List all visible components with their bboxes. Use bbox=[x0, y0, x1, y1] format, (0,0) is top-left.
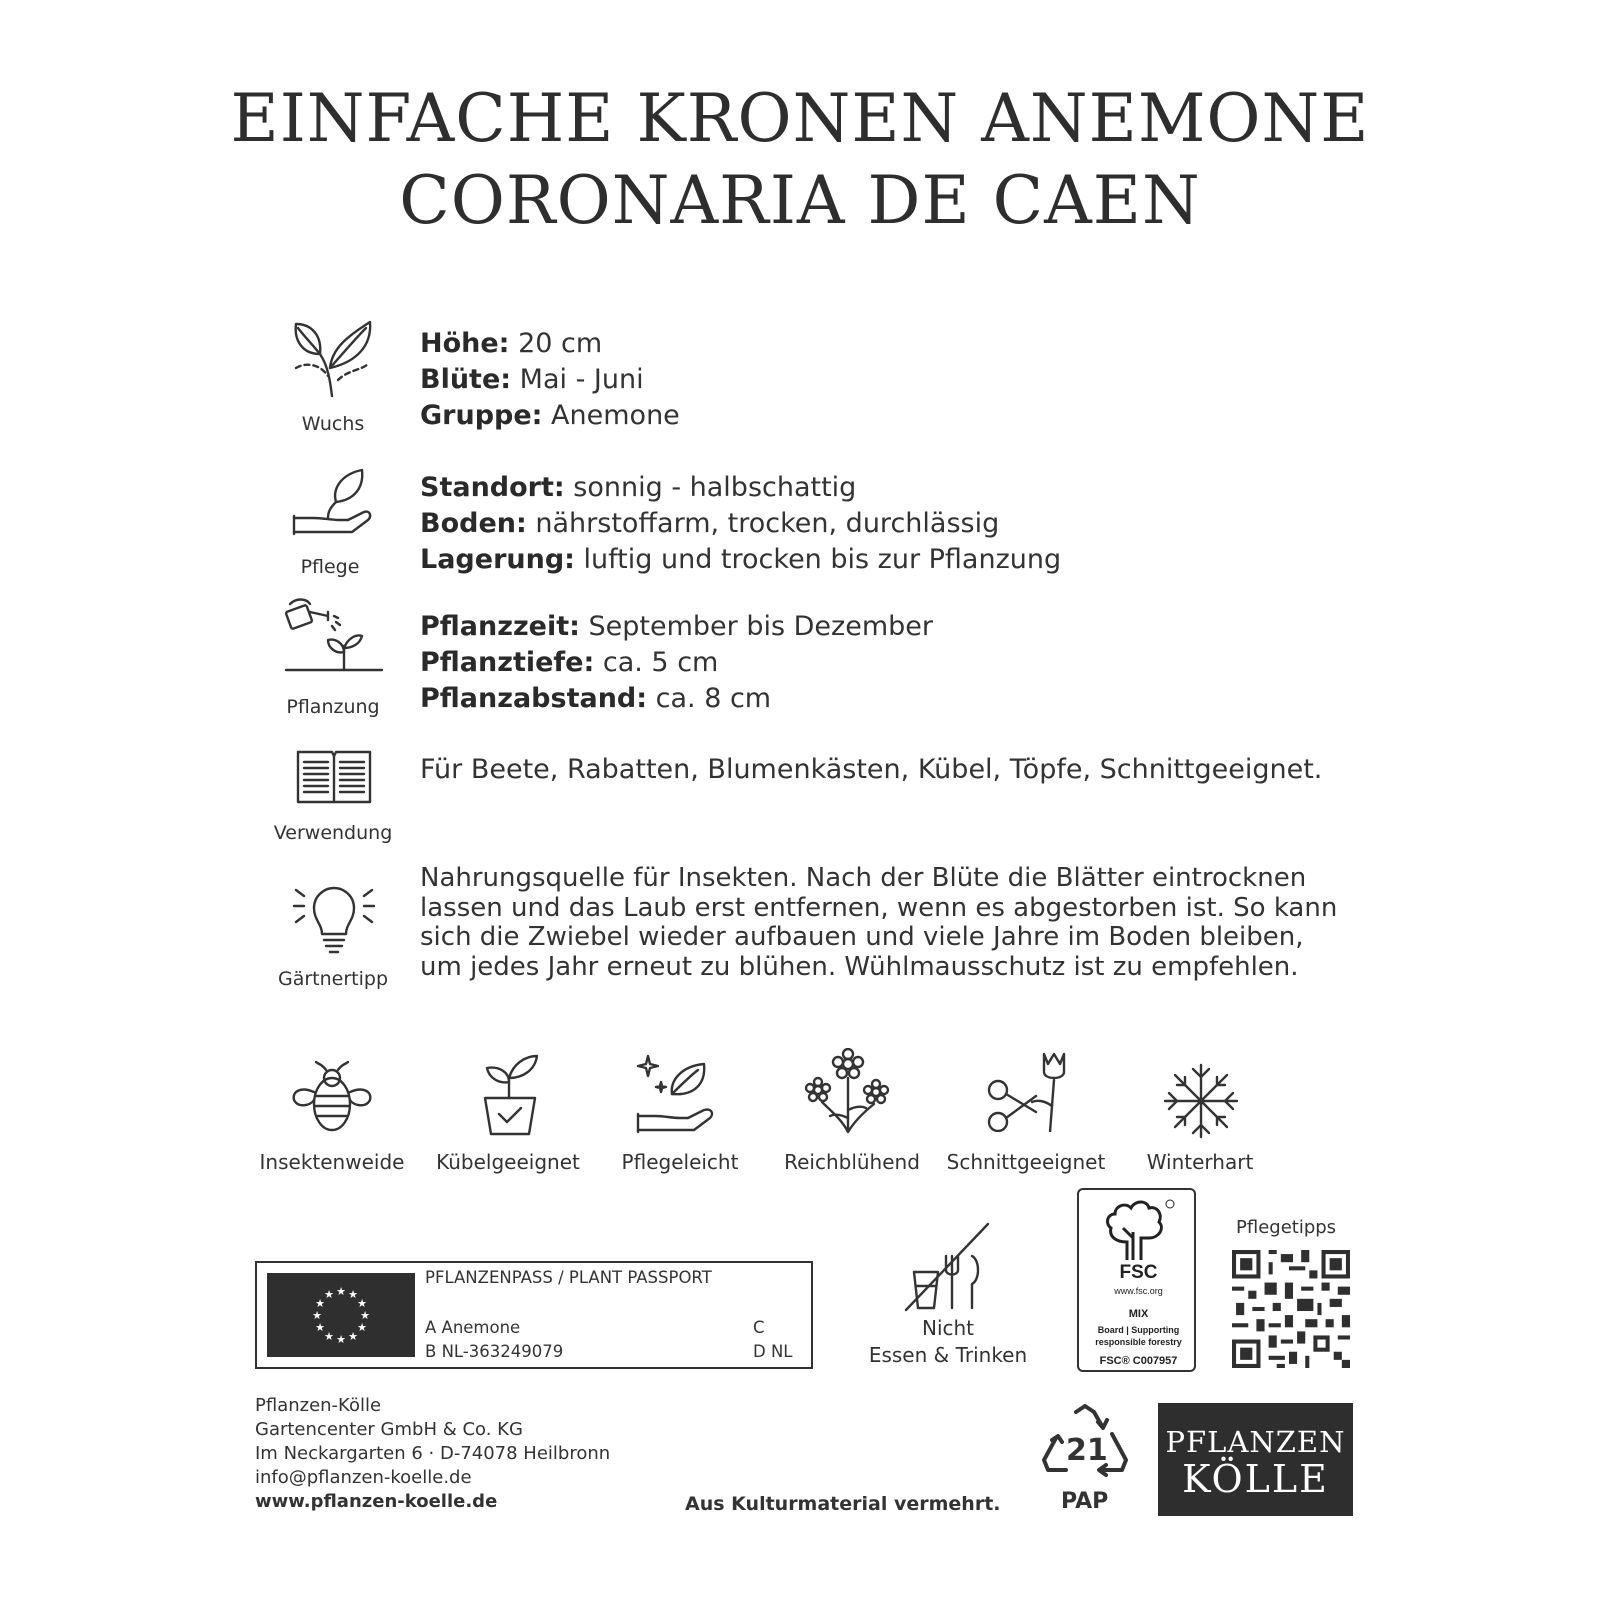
section-label-wuchs: Wuchs bbox=[301, 413, 365, 435]
detail-row bbox=[420, 609, 933, 645]
fsc-code: FSC® C007957 bbox=[1099, 1355, 1178, 1367]
pflanzen-koelle-logo bbox=[1158, 1403, 1353, 1516]
svg-text:★: ★ bbox=[357, 1297, 367, 1310]
product-title-line1: EINFACHE KRONEN ANEMONE bbox=[230, 80, 1370, 157]
svg-text:★: ★ bbox=[360, 1309, 370, 1322]
plant-passport bbox=[255, 1261, 813, 1369]
detail-key: Standort: bbox=[420, 472, 565, 503]
section-label-gaertnertipp: Gärtnertipp bbox=[277, 968, 389, 990]
address-line1: Pflanzen-Kölle bbox=[255, 1395, 382, 1416]
snowflake-icon bbox=[1163, 1063, 1239, 1139]
flowers-icon bbox=[802, 1048, 892, 1134]
detail-key: Pflanzzeit: bbox=[420, 611, 580, 642]
hand-leaf-icon bbox=[292, 468, 372, 538]
recycling-code: PAP bbox=[1061, 1489, 1109, 1514]
detail-value: ca. 8 cm bbox=[647, 683, 772, 714]
feature-label: Schnittgeeignet bbox=[946, 1150, 1106, 1174]
passport-d: D NL bbox=[753, 1342, 793, 1361]
feature-label: Insektenweide bbox=[259, 1150, 405, 1174]
svg-text:★: ★ bbox=[336, 1333, 346, 1346]
qr-label: Pflegetipps bbox=[1236, 1217, 1337, 1238]
bee-icon bbox=[290, 1060, 374, 1134]
fsc-desc2: responsible forestry bbox=[1095, 1337, 1182, 1347]
detail-row bbox=[420, 398, 680, 434]
detail-row bbox=[420, 326, 680, 362]
passport-c: C bbox=[753, 1318, 765, 1337]
recycling-number: 21 bbox=[1066, 1433, 1108, 1468]
detail-value: Anemone bbox=[542, 400, 680, 431]
pflanzung-details bbox=[420, 609, 933, 717]
feature-label: Kübelgeeignet bbox=[436, 1150, 580, 1174]
detail-value: sonnig - halbschattig bbox=[564, 472, 857, 503]
eu-flag-icon bbox=[267, 1273, 415, 1357]
svg-text:★: ★ bbox=[357, 1321, 367, 1334]
culture-note: Aus Kulturmaterial vermehrt. bbox=[685, 1493, 1001, 1515]
address-line2: Gartencenter GmbH & Co. KG bbox=[255, 1419, 523, 1440]
detail-key: Gruppe: bbox=[420, 400, 543, 431]
detail-key: Boden: bbox=[420, 508, 527, 539]
fsc-mix: MIX bbox=[1128, 1308, 1149, 1320]
svg-text:★: ★ bbox=[312, 1309, 322, 1322]
detail-key: Blüte: bbox=[420, 364, 512, 395]
svg-text:★: ★ bbox=[324, 1330, 334, 1343]
warning-line1: Nicht bbox=[921, 1316, 975, 1340]
detail-key: Pflanztiefe: bbox=[420, 647, 595, 678]
verwendung-text: Für Beete, Rabatten, Blumenkästen, Kübel, Töpfe, Schnittgeeignet. bbox=[420, 754, 1323, 785]
detail-value: Mai - Juni bbox=[511, 364, 644, 395]
detail-value: ca. 5 cm bbox=[594, 647, 719, 678]
lightbulb-icon bbox=[292, 884, 376, 956]
section-label-verwendung: Verwendung bbox=[273, 822, 393, 844]
passport-b: B NL-363249079 bbox=[425, 1342, 564, 1361]
svg-text:★: ★ bbox=[315, 1297, 325, 1310]
detail-value: luftig und trocken bis zur Pflanzung bbox=[574, 544, 1062, 575]
svg-text:★: ★ bbox=[348, 1330, 358, 1343]
detail-key: Höhe: bbox=[420, 328, 510, 359]
fsc-name: FSC bbox=[1119, 1262, 1158, 1283]
detail-row bbox=[420, 470, 1061, 506]
book-icon bbox=[296, 748, 372, 806]
address-website[interactable]: www.pflanzen-koelle.de bbox=[255, 1491, 498, 1512]
feature-label: Winterhart bbox=[1146, 1150, 1254, 1174]
fsc-label bbox=[1077, 1188, 1196, 1372]
section-label-pflanzung: Pflanzung bbox=[286, 696, 380, 718]
passport-header: PFLANZENPASS / PLANT PASSPORT bbox=[425, 1268, 712, 1287]
detail-row bbox=[420, 362, 680, 398]
svg-text:★: ★ bbox=[315, 1321, 325, 1334]
svg-text:★: ★ bbox=[336, 1285, 346, 1298]
gaertnertipp-text: Nahrungsquelle für Insekten. Nach der Blüte die Blätter eintrocknen lassen und das Laub erst entfernen, wenn es abgestorben ist. So kann sich die Zwiebel wieder aufbauen und viele Jahre im Boden bleiben, um jedes Jahr erneut zu blühen. Wühlmausschutz ist zu empfehlen. bbox=[420, 863, 1338, 982]
watering-can-icon bbox=[284, 598, 384, 680]
potted-plant-icon bbox=[479, 1052, 541, 1136]
detail-value: 20 cm bbox=[509, 328, 603, 359]
sprout-icon bbox=[292, 318, 374, 398]
fsc-url: www.fsc.org bbox=[1114, 1286, 1163, 1296]
feature-label: Pflegeleicht bbox=[621, 1150, 739, 1174]
feature-label: Reichblühend bbox=[784, 1150, 920, 1174]
detail-key: Lagerung: bbox=[420, 544, 575, 575]
product-title-line2: CORONARIA DE CAEN bbox=[399, 162, 1201, 239]
wuchs-details bbox=[420, 326, 680, 434]
passport-a: A Anemone bbox=[425, 1318, 521, 1337]
qr-code-icon[interactable] bbox=[1232, 1250, 1350, 1368]
scissors-tulip-icon bbox=[984, 1050, 1068, 1132]
logo-line2: KÖLLE bbox=[1182, 1457, 1329, 1501]
fsc-desc1: Board | Supporting bbox=[1097, 1325, 1180, 1335]
warning-line2: Essen & Trinken bbox=[868, 1343, 1028, 1367]
detail-key: Pflanzabstand: bbox=[420, 683, 648, 714]
pflege-details bbox=[420, 470, 1061, 578]
no-food-drink-icon bbox=[900, 1220, 994, 1312]
hand-sparkle-icon bbox=[636, 1050, 716, 1134]
svg-text:★: ★ bbox=[348, 1288, 358, 1301]
fsc-tree-icon bbox=[1097, 1198, 1177, 1264]
detail-row bbox=[420, 542, 1061, 578]
detail-value: September bis Dezember bbox=[579, 611, 933, 642]
detail-row bbox=[420, 506, 1061, 542]
logo-line1: PFLANZEN bbox=[1165, 1425, 1346, 1459]
detail-row bbox=[420, 681, 933, 717]
address-email[interactable]: info@pflanzen-koelle.de bbox=[255, 1467, 472, 1488]
section-label-pflege: Pflege bbox=[300, 556, 360, 578]
svg-text:★: ★ bbox=[324, 1288, 334, 1301]
address-line3: Im Neckargarten 6 · D-74078 Heilbronn bbox=[255, 1443, 611, 1464]
detail-row bbox=[420, 645, 933, 681]
detail-value: nährstoffarm, trocken, durchlässig bbox=[526, 508, 1000, 539]
